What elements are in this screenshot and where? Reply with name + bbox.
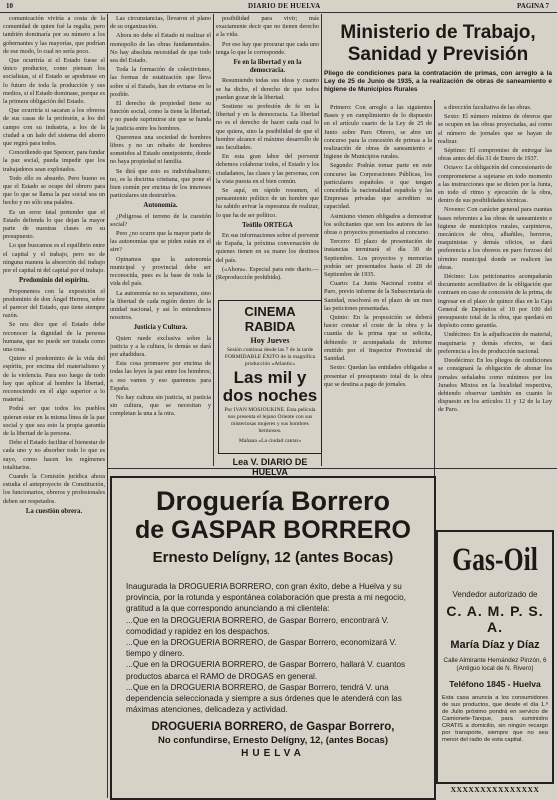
paragraph: Se aquí, en rápido resumen, el pensamiento político de un hombre que ha sabido avivar la esperanza de realizar, lo que ha de ser político. xyxy=(216,187,319,219)
gasoil-company: C. A. M. P. S. A. xyxy=(446,603,544,635)
paragraph: Cuarto: La Junta Nacional contra el Paro, previo informe de la Subsecretaría de Sanidad, resolverá en el plazo de un mes las peticiones presentadas. xyxy=(324,280,432,312)
paragraph: Lo que buscamos es el equilibrio entre el capital y el trabajo, pero no de ninguna manera la absorción del trabajo por el capital ni del capital por el trabajo. xyxy=(3,242,105,275)
cinema-name: CINEMA RABIDA xyxy=(244,304,296,334)
paragraph: posibilidad para vivir; más exactamente decir que no tienen derecho a la vida. xyxy=(216,15,319,39)
paragraph: Se nos dice que el Estado debe reconocer la dignidad de la persona humana, que no puede ser tratada como una cosa. xyxy=(3,321,105,353)
paragraph: En sus informaciones sobre el porvenir de España, la próxima conversación de quienes tienen en su mano los destinos del país. xyxy=(216,232,319,264)
paragraph: Octavo: La obligación del concesionario de comprometerse a sujetarse en todo momento a las instrucciones que se dicten por la Junta, en todo el ritmo y ejecución de la obra, dentro de sus posibilidades técnicas. xyxy=(438,164,552,205)
film-cast: Por IVAN MOSJOUKINE. Esta película nos presenta el lejano Oriente con sus misteriosas mujeres y sus hombres hermosos. xyxy=(224,407,316,434)
drogueria-line: ...Que en la DROGUERIA BORRERO, de Gaspar Borrero, hallará V. cuantos productos abarca el RAMO de DROGAS en general. xyxy=(126,660,406,681)
paragraph: Quinto: En la proposición se deberá hacer constar el coste de la obra y la cuantía de la prima que se solicita, debiendo ir acompañada de informe emitido por el Inspector Provincial de Sanidad. xyxy=(324,314,432,363)
column-rule xyxy=(213,14,214,466)
paragraph: Las circunstancias, llevaron el plano de su organización. xyxy=(110,15,211,31)
paragraph: Cuando la Comisión jurídica ahora estudia el anteproyecto de Constitución, los funcionarios, obreros y profesionales deben ser respetados. xyxy=(3,472,105,505)
paragraph: En esta gran labor del porvenir debemos colaborar todos, el Estado y los ciudadanos, las clases y las personas, con la vista puesta en el bien común. xyxy=(216,153,319,185)
paragraph: Séptimo: El compromiso de entregar las obras antes del día 31 de Enero de 1937. xyxy=(438,147,552,163)
paragraph: Pero ¿no ocurre que la mayor parte de las autonomías que se piden están en el aire? xyxy=(110,230,211,254)
paragraph: Podrá ser que todos los pueblos quieran estar en la misma línea de la paz social y que sea esto la propia garantía de la libertad de la persona. xyxy=(3,405,105,437)
article-column-3 xyxy=(216,15,319,297)
drogueria-city: HUELVA xyxy=(241,748,305,760)
paragraph: Duodécimo: En los pliegos de condiciones se consignará la obligación de abonar los jornales señalados como mínimos por los Jurados Mixtos en la localidad respectiva, debiendo observar también en cuanto lo dispuesto en los artículos 11 y 12 de la Ley de Paro. xyxy=(438,357,552,414)
paragraph: Es un error fatal pretender que el Estado defienda lo que dejan la mayor parte de nuestras clases en su presupuesto. xyxy=(3,208,105,241)
paragraph: Concediendo que Spencer, para fundar la paz social, pueda impedir que los trabajadores sean explotados. xyxy=(3,149,105,173)
page-number-right: PAGINA 7 xyxy=(517,2,549,10)
drogueria-intro: Inaugurada la DROGUERIA BORRERO, con gran éxito, debe a Huelva y su provincia, por la rotunda y espontánea colaboración que presta a mi negocio, gratitud a la que correspondo anunciando a mi clientela: xyxy=(126,582,406,614)
paragraph: Todo ello es absurdo. Pero bueno es que el Estado se ocupe del obrero para que lo que se llama la paz social sea un hecho y no sólo una palabra. xyxy=(3,174,105,207)
read-newspaper-banner: Lea V. DIARIO DE HUELVA xyxy=(232,457,308,477)
paragraph: («Ahora». Especial para este diario.—(Reproducción prohibida). xyxy=(216,265,319,282)
paragraph: Que ocurriría si el Estado fuese el único productor, como piensan los socialistas, si el Estado se apoderase en lo futuro de toda la producción y sus medios, si el Estado dominase, porque es la primera obligación del Estado. xyxy=(3,57,105,106)
ministerio-lead: Pliego de condiciones para la contratación de primas, con arreglo a la Ley de 25 de Junio de 1935, a la realización de obras de saneamiento e higiene de Municipios Rurales xyxy=(324,70,552,93)
gasoil-note: Esta casa anuncia a los consumidores de sus productos, que desde el día 1.º de Julio próximo pondrá en servicio de Camionete-Tanque, para suministro CRATIS a domicilio, sin ningún recargo por transporte, siempre que no sea menor del radio de esta capital. xyxy=(442,695,548,743)
drogueria-line: ...Que en la DROGUERIA BORRERO, de Gaspar Borrero, tendrá V. una dependencia seleccionada y siempre a sus órdenes que le atenderá con las máximas atenciones, delicadeza y actividad. xyxy=(126,682,402,715)
subheading: Autonomía. xyxy=(143,202,178,210)
newspaper-name: DIARIO DE HUELVA xyxy=(248,2,321,10)
gasoil-address: Calle Almirante Hernández Pinzón, 6 (Antiguo local de N. Rivero) xyxy=(443,657,547,672)
paragraph: Sexto: El número mínimo de obreros que se ocupen en las obras proyectadas, así como el número de jornales que se hayan de realizar. xyxy=(438,113,552,145)
gasoil-ad xyxy=(436,530,554,784)
drogueria-ad xyxy=(110,476,436,800)
ministerio-title: Ministerio de Trabajo, Sanidad y Previsión xyxy=(340,22,536,65)
cinema-ad xyxy=(218,300,322,454)
paragraph: Debe el Estado facilitar el bienestar de cada uno y no absorber todo lo que es suyo, como hacen los regímenes totalitarios. xyxy=(3,439,105,471)
paragraph: Toda la formación de colectivismo, las formas de estatización que lleva sobre sí el Estado, han de evitarse en lo posible. xyxy=(110,66,211,98)
drogueria-tail-address: No confundirse, Ernesto Delígny, 12, (antes Bocas) xyxy=(158,735,388,747)
paragraph: Quien ruede exclusiva sobre la justicia y a la cultura, lo demás se dará por añadidura. xyxy=(110,334,211,358)
drogueria-body xyxy=(126,581,420,715)
cinema-day: Hoy Jueves xyxy=(250,336,290,345)
paragraph: Quiere el predominio de la vida del espíritu, por encima del materialismo y de la violencia. Para eso luego de todo hay que aplicar al hombre la libertad, reconociendo en él algo superior a lo material. xyxy=(3,355,105,404)
paragraph: Ahora no debe el Estado ni realizar el monopolio de las obras fundamentales. No hay absoluta necesidad de que todo sea del Estado. xyxy=(110,32,211,65)
paragraph: Opinamos que la autonomía municipal y provincial debe ser reconocida, pues es la base de toda la vida del país. xyxy=(110,255,211,288)
drogueria-line: ...Que en la DROGUERIA BORRERO, de Gaspar Borrero, encontrará V. comodidad y rapidez en los despachos. xyxy=(126,615,389,636)
paragraph: Tercero: El plazo de presentación de instancias terminará el día 30 de Septiembre. Los proyectos y memorias podrán ser presentados hasta el 28 de Septiembre de 1935. xyxy=(324,238,432,279)
drogueria-tail: DROGUERIA BORRERO, de Gaspar Borrero, xyxy=(151,721,395,734)
paragraph: Por eso hay que procurar que cada uno tenga lo que le corresponde. xyxy=(216,40,319,56)
drogueria-address: Ernesto Delígny, 12 (antes Bocas) xyxy=(152,549,394,566)
paragraph: Primero: Con arreglo a las siguientes Bases y en cumplimiento de lo dispuesto en el artículo cuarto de la Ley de 25 de Junio sobre Paro Obrero, se abre un concurso para la concesión de primas a la realización de obras de saneamiento e higiene de Municipios rurales. xyxy=(324,104,432,161)
paragraph: comunicación viviría a costa de la comunidad de quien fué la regalia, pero también dominaría por su número a los gobernantes y las mayorías, que podrían de ese modo, lo cual no sería poco. xyxy=(3,15,105,55)
paragraph: La autonomía no es separatismo, sino la libertad de cada región dentro de la unidad nacional, y así lo entendemos nosotros. xyxy=(110,289,211,322)
paragraph: Se dirá que esto es individualismo; no, es la doctrina cristiana, que pone el bien común por encima de los intereses particulares sin destruirlos. xyxy=(110,167,211,200)
film-title: Las mil y dos noches xyxy=(222,368,318,406)
paragraph: No hay cultura sin justicia, ni justicia sin cultura, que se necesitan y completan la una a la otra. xyxy=(110,393,211,418)
paragraph: Resumiendo todas sus ideas y cuanto se ha dicho, el derecho de que todos puedan gozar de la libertad. xyxy=(216,77,319,101)
cinema-schedule: Sesión continua desde las 7 de la tarde FORMIDABLE ÉXITO de la magnífica producción «Atlantic» xyxy=(224,347,316,367)
paragraph: Sostiene su profesión de fe en la libertad y en la democracia. La libertad no es el derecho de hacer cada cual lo que quiera, sino la posibilidad de que el hombre alcance el máximo desarrollo de sus facultades. xyxy=(216,103,319,152)
paragraph: Asimismo vienen obligados a demostrar los solicitantes que son los autores de las obras o proyectos presentados al concurso. xyxy=(324,212,432,237)
gasoil-vendor: Vendedor autorizado de xyxy=(452,590,538,599)
drogueria-line: ...Que en la DROGUERIA BORRERO, de Gaspar Borrero, economizará V. tiempo y dinero. xyxy=(126,638,397,659)
paragraph: ¿Peligrosa el terreno de la cuestión social? xyxy=(110,212,211,228)
subheading: Predominio del espíritu. xyxy=(19,277,89,285)
paragraph: Noveno: Con carácter general para cuantas bases referentes a las obras de saneamiento e higiene de municipios rurales, carpinteros, mecánicos de obra, albañiles, herreros, maquinistas y demás oficios, se dará preferencia a los obreros en paro forzoso del término municipal donde se realicen las obras. xyxy=(438,206,552,271)
paragraph: a dirección facultativa de las obras. xyxy=(444,104,532,111)
paragraph: Undécimo: En la adjudicación de material, maquinaria y demás efectos, se dará preferencia a los de producción nacional. xyxy=(438,331,552,355)
drogueria-title: Droguería Borrero xyxy=(155,486,391,516)
gasoil-title: Gas-Oil xyxy=(452,542,538,578)
ministerio-column-2 xyxy=(438,104,552,524)
author-signature: Teófilo ORTEGA xyxy=(242,221,293,229)
paragraph: Segundo: Podrán tomar parte en este concurso las Corporaciones Públicas, los particulares españoles o que tengan concedida la nacionalidad española y las Empresas privadas que acrediten su capacidad. xyxy=(324,162,432,211)
ministerio-column-1 xyxy=(324,104,432,464)
paragraph: El derecho de propiedad tiene su función social, como la tiene la libertad, y no puede suprimirse sin que se hunda la justicia entre los hombres. xyxy=(110,100,211,132)
decorative-x-row: XXXXXXXXXXXXXXX xyxy=(450,785,540,794)
next-film: Mañana «La ciudad cantar» xyxy=(238,437,302,444)
page-header xyxy=(0,0,557,13)
subheading: Fe en la libertad y en la democracia. xyxy=(233,59,302,75)
paragraph: Décimo: Los peticionarios acompañarán documento acreditativo de la obligación que contraen en caso de concesión de la prima, de ingresar en el plazo de quince días en la Caja General de Depósitos el 10 por 100 del presupuesto total de la obra, que quedará en depósito como garantía. xyxy=(438,273,552,330)
page-number-left: 10 xyxy=(6,2,13,10)
paragraph: Proponemos con la exposición el predominio de don Ángel Herrera, sobre el parecer del Estado, que tiene siempre razón. xyxy=(3,287,105,320)
subheading: Justicia y Cultura. xyxy=(133,324,188,332)
gasoil-name: María Díaz y Díaz xyxy=(450,639,540,651)
paragraph: Esta cosa promueve por encima de todas las leyes la paz entre los hombres; a eso vamos y eso queremos para España. xyxy=(110,360,211,392)
article-column-2 xyxy=(110,15,211,465)
paragraph: Que ocurriría si sacaran a los obreros de sus casas de la profesión, a los del campo con su industria, a los de la ciudad a un lado del sistema del ahorro que regirá para todos. xyxy=(3,107,105,148)
drogueria-owner: de GASPAR BORRERO xyxy=(135,516,411,544)
subheading: La cuestión obrera. xyxy=(25,507,83,515)
paragraph: Sexto: Quedan las entidades obligadas a presentar el presupuesto total de la obra que se destina a pago de jornales. xyxy=(324,364,432,388)
article-column-1 xyxy=(3,15,105,798)
paragraph: Queremos una sociedad de hombres libres y no un rebaño de hombres sometidos al Estado omnipotente, donde no haya propiedad ni familia. xyxy=(110,133,211,166)
column-rule xyxy=(107,14,108,798)
gasoil-phone: Teléfono 1845 - Huelva xyxy=(449,679,541,689)
